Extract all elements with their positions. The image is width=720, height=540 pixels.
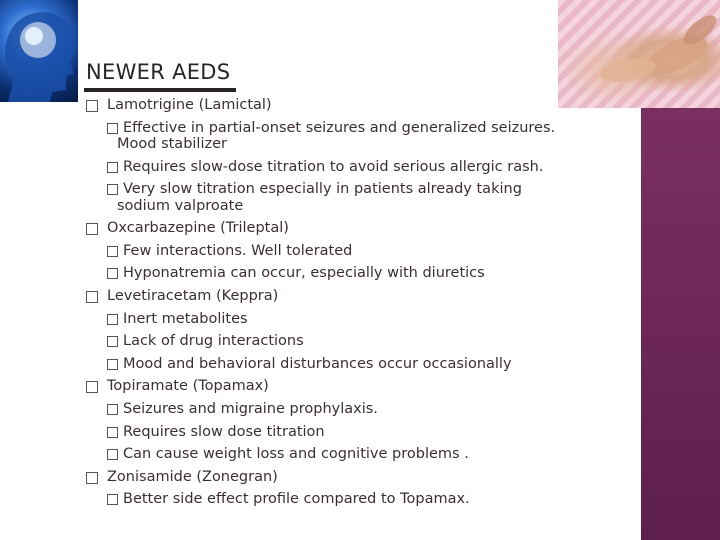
drug-name: Zonisamide (Zonegran) — [107, 468, 278, 485]
sub-bullet-icon — [107, 162, 118, 173]
sub-point-continuation: Mood stabilizer — [117, 136, 227, 153]
sub-point-text: Lack of drug interactions — [123, 333, 304, 350]
sub-point-text: Effective in partial-onset seizures and generalized seizures. — [123, 119, 556, 136]
drug-item-oxcarbazepine — [0, 217, 640, 240]
hands-icon — [558, 0, 720, 108]
drug-item-levetiracetam — [0, 285, 640, 308]
bullet-icon — [86, 223, 98, 235]
sub-bullet-icon — [107, 494, 118, 505]
sub-point — [0, 178, 633, 217]
sub-point — [0, 117, 633, 156]
drug-name: Topiramate (Topamax) — [107, 378, 269, 395]
drug-list — [0, 94, 640, 511]
sub-point-text: Seizures and migraine prophylaxis. — [123, 400, 378, 417]
sub-point-text: Hyponatremia can occur, especially with diuretics — [123, 265, 485, 282]
sub-point — [0, 398, 640, 421]
sub-bullet-icon — [107, 427, 118, 438]
sub-point — [0, 156, 640, 179]
drug-item-lamotrigine — [0, 94, 640, 117]
sub-point — [0, 262, 640, 285]
sub-bullet-icon — [107, 184, 118, 195]
sub-bullet-icon — [107, 359, 118, 370]
sub-point-text: Better side effect profile compared to Topamax. — [123, 491, 470, 508]
sub-bullet-icon — [107, 336, 118, 347]
sub-point — [0, 240, 640, 263]
sub-point-text: Very slow titration especially in patients already taking — [123, 181, 522, 198]
sub-point-text: Requires slow dose titration — [123, 423, 325, 440]
sub-bullet-icon — [107, 246, 118, 257]
elderly-hands-photo — [558, 0, 720, 108]
sub-point — [0, 443, 640, 466]
sub-point — [0, 330, 640, 353]
sub-bullet-icon — [107, 314, 118, 325]
sub-point — [0, 488, 640, 511]
title-underline — [84, 88, 236, 92]
bullet-icon — [86, 381, 98, 393]
sub-bullet-icon — [107, 404, 118, 415]
sub-bullet-icon — [107, 123, 118, 134]
sub-point-text: Mood and behavioral disturbances occur occasionally — [123, 355, 512, 372]
sub-point-continuation: sodium valproate — [117, 197, 244, 214]
bullet-icon — [86, 472, 98, 484]
drug-item-zonisamide — [0, 466, 640, 489]
head-silhouette-icon — [0, 0, 78, 102]
drug-item-topiramate — [0, 375, 640, 398]
sub-point-text: Requires slow-dose titration to avoid serious allergic rash. — [123, 158, 544, 175]
drug-name: Lamotrigine (Lamictal) — [107, 97, 272, 113]
slide-title: NEWER AEDS — [86, 60, 231, 84]
sub-point — [0, 308, 640, 331]
bullet-icon — [86, 291, 98, 303]
accent-sidebar — [641, 108, 720, 540]
brain-scan-image — [0, 0, 78, 102]
drug-name: Levetiracetam (Keppra) — [107, 287, 279, 304]
sub-bullet-icon — [107, 449, 118, 460]
sub-point-text: Can cause weight loss and cognitive problems . — [123, 446, 469, 463]
sub-point — [0, 353, 640, 376]
sub-point-text: Inert metabolites — [123, 310, 248, 327]
bullet-icon — [86, 100, 98, 112]
drug-name: Oxcarbazepine (Trileptal) — [107, 220, 289, 237]
sub-point-text: Few interactions. Well tolerated — [123, 242, 353, 259]
sub-point — [0, 421, 640, 444]
sub-bullet-icon — [107, 268, 118, 279]
